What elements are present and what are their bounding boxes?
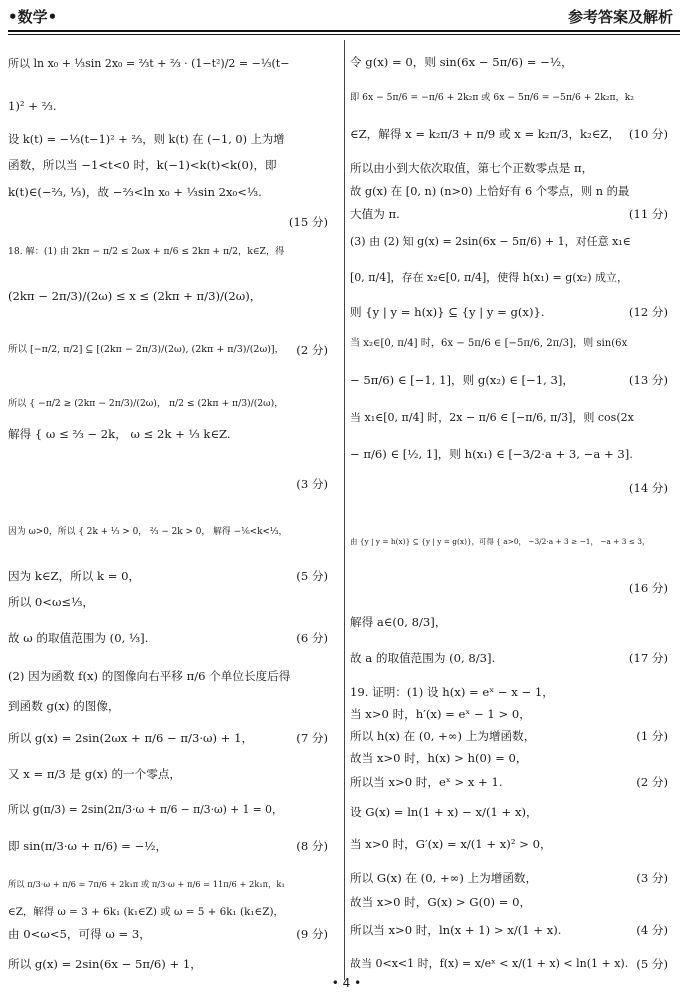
solution-line: 即 6x − 5π/6 = −π/6 + 2k₂π 或 6x − 5π/6 = −5π/6 + 2k₂π，k₂: [350, 92, 634, 103]
score-mark: (3 分): [636, 871, 668, 885]
solution-line: 因为 ω>0，所以 { 2k + ⅓ > 0， ⅔ − 2k > 0， 解得 −⅙<k<⅓，: [8, 527, 288, 537]
solution-line: 即 sin(π/3·ω + π/6) = −½，: [8, 839, 168, 853]
solution-line: 当 x₁∈[0, π/4] 时，2x − π/6 ∈ [−π/6, π/3]，则 cos(2x: [350, 411, 634, 424]
solution-line: 18. 解：(1) 由 2kπ − π/2 ≤ 2ωx + π/6 ≤ 2kπ + π/2，k∈Z，得: [8, 246, 285, 257]
solution-line: (2) 因为函数 f(x) 的图像向右平移 π/6 个单位长度后得: [8, 669, 291, 683]
solution-line: 所以 { −π/2 ≥ (2kπ − 2π/3)/(2ω)， π/2 ≤ (2kπ + π/3)/(2ω)，: [8, 398, 284, 409]
solution-line: 故 ω 的取值范围为 (0, ⅓].: [8, 631, 149, 645]
solution-line: 由 {y | y = h(x)} ⊆ {y | y = g(x)}，可得 { a>0， −3/2·a + 3 ≥ −1， −a + 3 ≤ 3，: [350, 537, 650, 546]
solution-line: 大值为 π.: [350, 207, 400, 221]
score-mark: (5 分): [296, 569, 328, 583]
solution-line: 解得 { ω ≤ ⅔ − 2k， ω ≤ 2k + ⅓ k∈Z.: [8, 427, 231, 441]
score-mark: (2 分): [636, 775, 668, 789]
solution-line: 当 x>0 时，G′(x) = x/(1 + x)² > 0，: [350, 837, 552, 851]
page-number: • 4 •: [331, 976, 362, 990]
solution-line: 所以当 x>0 时，ln(x + 1) > x/(1 + x).: [350, 923, 562, 937]
score-mark: (8 分): [296, 839, 328, 853]
solution-line: ∈Z，解得 ω = 3 + 6k₁ (k₁∈Z) 或 ω = 5 + 6k₁ (k₁∈Z)，: [8, 906, 284, 918]
score-mark: (14 分): [628, 481, 668, 495]
solution-line: 令 g(x) = 0，则 sin(6x − 5π/6) = −½，: [350, 55, 573, 69]
score-mark: (6 分): [296, 631, 328, 645]
solution-line: 所以由小到大依次取值，第七个正数零点是 π，: [350, 161, 594, 175]
solution-line: 所以当 x>0 时，eˣ > x + 1.: [350, 775, 503, 789]
solution-line: 设 G(x) = ln(1 + x) − x/(1 + x)，: [350, 805, 538, 819]
solution-line: 到函数 g(x) 的图像，: [8, 699, 120, 713]
solution-line: [0, π/4]，存在 x₂∈[0, π/4]，使得 h(x₁) = g(x₂) 成立，: [350, 271, 628, 284]
solution-line: 所以 G(x) 在 (0, +∞) 上为增函数，: [350, 871, 538, 885]
score-mark: (17 分): [628, 651, 668, 665]
solution-line: 所以 g(π/3) = 2sin(2π/3·ω + π/6 − π/3·ω) + 1 = 0，: [8, 803, 283, 816]
score-mark: (12 分): [628, 305, 668, 319]
score-mark: (4 分): [636, 923, 668, 937]
header-rule-thick: [8, 30, 680, 32]
solution-line: (2kπ − 2π/3)/(2ω) ≤ x ≤ (2kπ + π/3)/(2ω)，: [8, 289, 262, 303]
score-mark: (13 分): [628, 373, 668, 387]
solution-line: 因为 k∈Z，所以 k = 0，: [8, 569, 141, 583]
score-mark: (7 分): [296, 731, 328, 745]
solution-line: 当 x>0 时，h′(x) = eˣ − 1 > 0，: [350, 707, 531, 721]
solution-line: − 5π/6) ∈ [−1, 1]，则 g(x₂) ∈ [−1, 3]，: [350, 373, 574, 387]
solution-line: 所以 π/3·ω + π/6 = 7π/6 + 2k₁π 或 π/3·ω + π/6 = 11π/6 + 2k₁π，k₁: [8, 879, 285, 889]
section-title: 参考答案及解析: [567, 8, 673, 26]
solution-line: 所以 g(x) = 2sin(2ωx + π/6 − π/3·ω) + 1，: [8, 731, 254, 745]
left-column: [8, 36, 338, 980]
header-rule-thin: [8, 34, 680, 35]
solution-line: ∈Z，解得 x = k₂π/3 + π/9 或 x = k₂π/3，k₂∈Z，: [350, 127, 620, 141]
solution-line: 所以 g(x) = 2sin(6x − 5π/6) + 1，: [8, 957, 202, 971]
page-header: [0, 0, 693, 40]
score-mark: (1 分): [636, 729, 668, 743]
score-mark: (10 分): [628, 127, 668, 141]
solution-line: 当 x₂∈[0, π/4] 时，6x − 5π/6 ∈ [−5π/6, 2π/3]，则 sin(6x: [350, 338, 628, 349]
solution-line: 故 a 的取值范围为 (0, 8/3].: [350, 651, 496, 665]
solution-line: 由 0<ω<5，可得 ω = 3，: [8, 927, 151, 941]
score-mark: (9 分): [296, 927, 328, 941]
solution-line: 函数，所以当 −1<t<0 时，k(−1)<k(t)<k(0)，即: [8, 158, 277, 172]
right-column: [350, 36, 682, 980]
score-mark: (11 分): [628, 207, 668, 221]
solution-line: 故当 0<x<1 时，f(x) = x/eˣ < x/(1 + x) < ln(1 + x).: [350, 957, 629, 970]
score-mark: (3 分): [296, 477, 328, 491]
solution-line: k(t)∈(−⅔, ⅓)，故 −⅔<ln x₀ + ⅓sin 2x₀<⅓.: [8, 185, 262, 199]
solution-line: 所以 h(x) 在 (0, +∞) 上为增函数，: [350, 729, 536, 743]
solution-line: (3) 由 (2) 知 g(x) = 2sin(6x − 5π/6) + 1，对任意 x₁∈: [350, 235, 631, 248]
subject-label: •数学•: [8, 8, 58, 26]
solution-line: 设 k(t) = −⅓(t−1)² + ⅔，则 k(t) 在 (−1, 0) 上为增: [8, 133, 285, 146]
solution-line: 故当 x>0 时，G(x) > G(0) = 0，: [350, 895, 532, 909]
score-mark: (2 分): [296, 343, 328, 357]
solution-line: 1)² + ⅔.: [8, 99, 57, 113]
score-mark: (15 分): [288, 215, 328, 229]
solution-line: 19. 证明：(1) 设 h(x) = eˣ − x − 1，: [350, 685, 554, 699]
score-mark: (16 分): [628, 581, 668, 595]
solution-line: 所以 ln x₀ + ⅓sin 2x₀ = ⅔t + ⅔ · (1−t²)/2 = −⅓(t−: [8, 57, 290, 70]
solution-line: 故当 x>0 时，h(x) > h(0) = 0，: [350, 751, 528, 765]
solution-line: 所以 0<ω≤⅓，: [8, 595, 94, 609]
solution-line: 所以 [−π/2, π/2] ⊆ [(2kπ − 2π/3)/(2ω), (2kπ + π/3)/(2ω)]，: [8, 344, 285, 355]
score-mark: (5 分): [636, 957, 668, 971]
solution-line: 解得 a∈(0, 8/3]，: [350, 615, 447, 629]
solution-line: − π/6) ∈ [½, 1]，则 h(x₁) ∈ [−3/2·a + 3, −a + 3].: [350, 447, 633, 461]
solution-line: 则 {y | y = h(x)} ⊆ {y | y = g(x)}.: [350, 305, 545, 319]
solution-line: 又 x = π/3 是 g(x) 的一个零点，: [8, 767, 182, 781]
column-divider: [344, 40, 345, 980]
solution-line: 故 g(x) 在 [0, n) (n>0) 上恰好有 6 个零点，则 n 的最: [350, 185, 630, 198]
